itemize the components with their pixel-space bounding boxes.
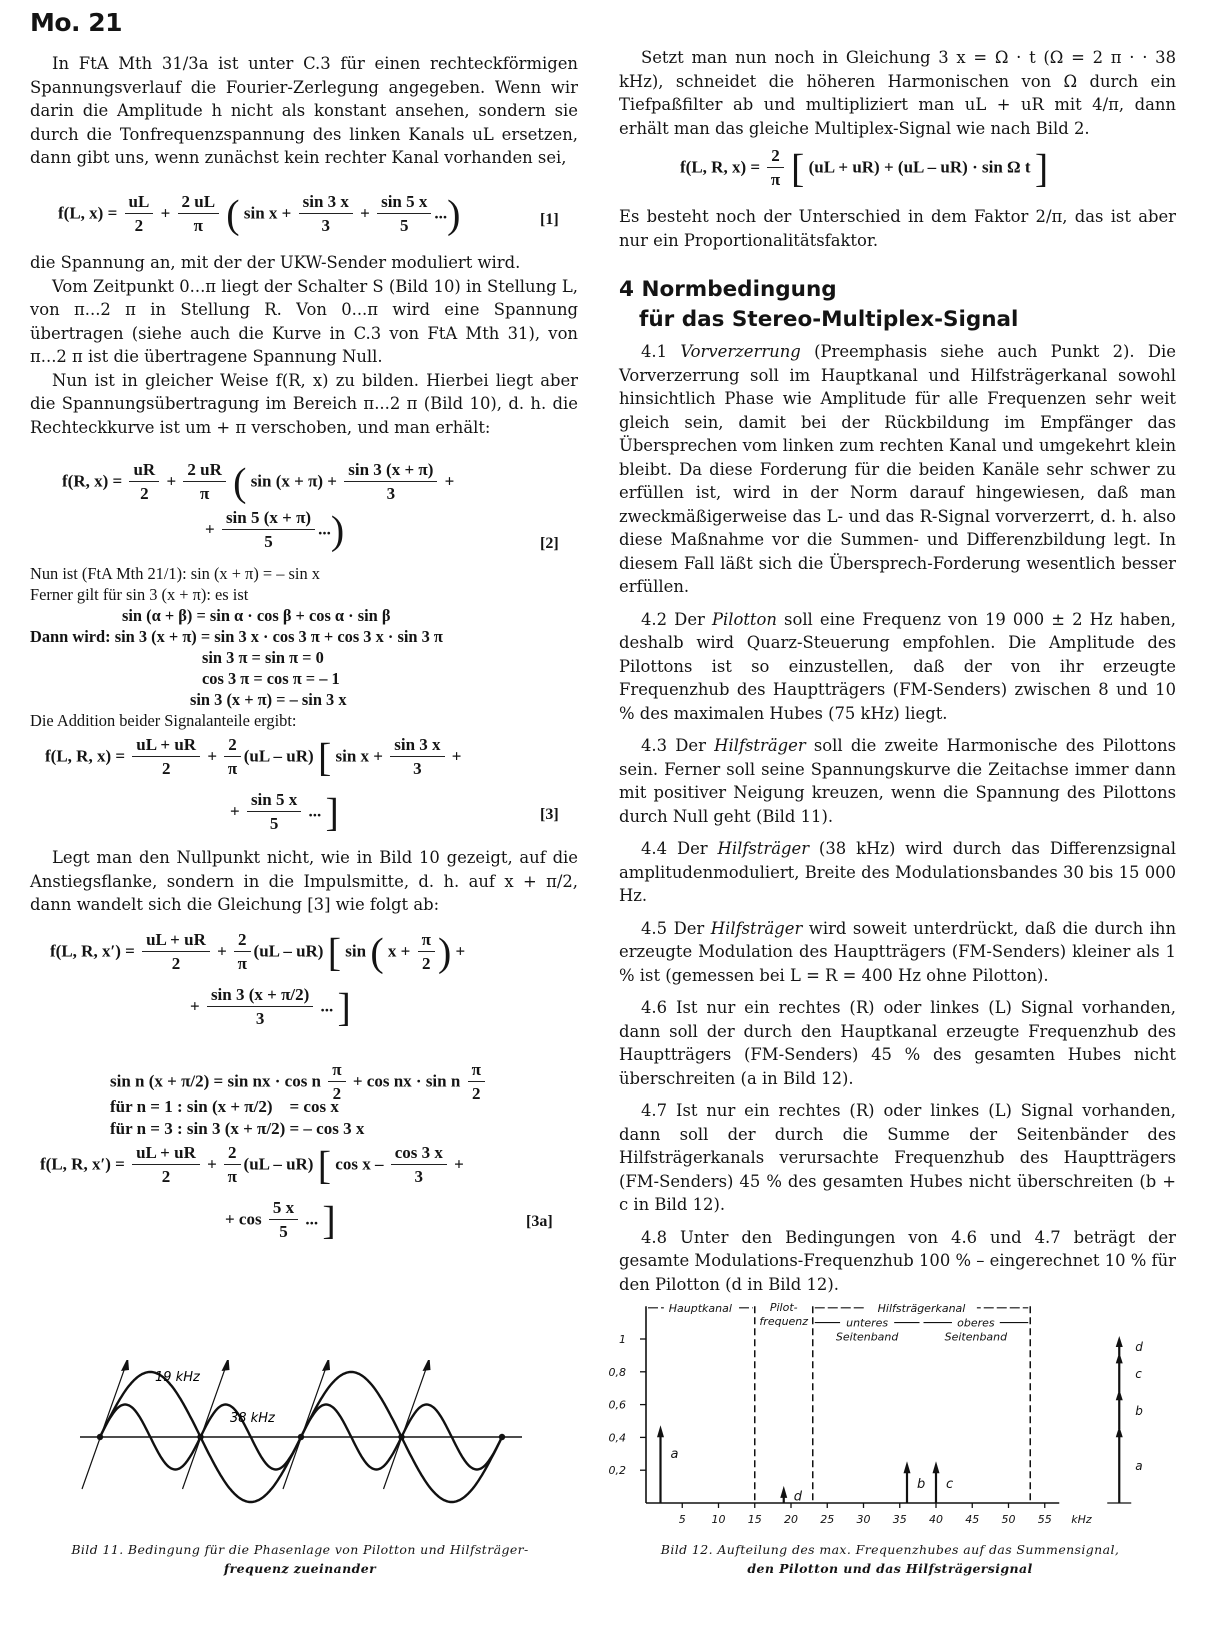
y-tick-label: 0,8 (608, 1365, 626, 1379)
section-4-7 (619, 1099, 1176, 1217)
equation-4: f(L, R, x′) = $\frac{uL + uR}{2}$ + $\frac{2}{\pi}$ (uL – uR) [ sin ( x + $\frac{\pi}{2}$ ) + (50, 929, 466, 975)
equation-2-continued: + $\frac{\sin 5 (x + \pi)}{5}$ ...) (205, 507, 345, 553)
x-tick-label: 30 (856, 1513, 871, 1526)
spectral-label-b: b (917, 1477, 926, 1493)
section-text: soll eine Frequenz von 19 000 ± 2 Hz haben, deshalb wird Quarz-Steuerung empfohlen. Die Amplitude des Pilottons ist so einzustellen, daß der von ihr erzeugte Frequenzhub des Hauptträgers (FM-Senders) zwischen 8 und 10 % des maximalen Hubes (75 kHz) liegt. (619, 609, 1176, 723)
section-number: 4.8 (641, 1227, 680, 1247)
spectral-label-d: d (793, 1489, 803, 1505)
section-term: Hilfsträger (710, 918, 803, 938)
section-4-6 (619, 996, 1176, 1090)
tangent-arrow (283, 1360, 329, 1489)
section-4-5: 4.5 Der Hilfsträger wird soweit unterdrückt, daß die durch ihn erzeugte Modulation des Hauptträgers (FM-Senders) kleiner als 1 % ist (gemessen bei L = R = 400 Hz ohne Pilotton). (619, 918, 1177, 985)
section-4-8 (619, 1226, 1176, 1297)
y-tick-label: 0,6 (608, 1398, 626, 1412)
equation-number-1: [1] (540, 211, 559, 228)
right-paragraph-1: Setzt man nun noch in Gleichung 3 x = Ω · t (Ω = 2 π · · 38 kHz), schneidet die höheren Harmonischen von Ω durch ein Tiefpaßfilter ab und multipliziert man uL + uR mit 4/π, dann erhält man das gleiche Multiplex-Signal wie nach Bild 2. (619, 48, 1176, 138)
stack-label-a: a (1135, 1459, 1143, 1474)
region-label: Hilfsträgerkanal (877, 1301, 966, 1315)
section-number: 4.3 (641, 736, 676, 755)
page-title: Mo. 21 (30, 8, 123, 37)
equation-6: für n = 1 : sin (x + π/2) = cos x (110, 1097, 339, 1116)
section-heading: 4 Normbedingung für das Stereo-Multiplex-Signal (619, 277, 1019, 332)
equation-number-3a: [3a] (526, 1213, 553, 1230)
section-text: wird soweit unterdrückt, daß die durch ihn erzeugte Modulation des Hauptträgers (FM-Senders) kleiner als 1 % ist (gemessen bei L = R = 400 Hz ohne Pilotton). (619, 918, 1177, 985)
figure-11-caption: Bild 11. Bedingung für die Phasenlage von Pilotton und Hilfsträger- frequenz zueinander (71, 1542, 529, 1576)
spectral-arrow-d (780, 1486, 787, 1498)
y-tick-label: 0,4 (608, 1431, 626, 1445)
x-tick-label: 45 (965, 1513, 980, 1526)
spectral-arrow-b (904, 1461, 911, 1473)
equation-8: f(L, R, x′) = $\frac{uL + uR}{2}$ + $\frac{2}{\pi}$ (uL – uR) [ cos x – $\frac{\cos 3 x}{3}$ + (40, 1142, 464, 1188)
y-tick-label: 1 (619, 1333, 626, 1346)
x-tick-label: 35 (892, 1513, 907, 1526)
tangent-arrow (82, 1360, 128, 1489)
equation-2: f(R, x) = $\frac{uR}{2}$ + $\frac{2 uR}{\pi}$ ( sin (x + π) + $\frac{\sin 3 (x + \pi)}{3}$ + (62, 459, 455, 505)
x-tick-label: 50 (1001, 1513, 1016, 1526)
section-text: (38 kHz) wird durch das Differenzsignal amplitudenmoduliert, Breite des Modulationsbandes 30 bis 15 000 Hz. (619, 839, 1176, 905)
section-4-4: 4.4 Der Hilfsträger (38 kHz) wird durch das Differenzsignal amplitudenmoduliert, Breite des Modulationsbandes 30 bis 15 000 Hz. (619, 839, 1176, 905)
section-number: 4.5 (641, 918, 674, 938)
arrow-head (423, 1360, 431, 1371)
label-38khz: 38 kHz (230, 1411, 275, 1426)
region-label: Pilot- (769, 1300, 798, 1314)
arrow-head (121, 1360, 129, 1371)
derivation-block: Nun ist (FtA Mth 21/1): sin (x + π) = – sin x Ferner gilt für sin 3 (x + π): es ist sin (α + β) = sin α · cos β + cos α · sin β Dann wird: sin 3 (x + π) = sin 3 x · cos 3 π + cos 3 x · sin 3 π sin 3 π = sin π = 0 cos 3 π = cos π = – 1 sin 3 (x + π) = – sin 3 x Die Addition beider Signalanteile ergibt: (30, 564, 443, 730)
section-4-2: 4.2 Der Pilotton soll eine Frequenz von 19 000 ± 2 Hz haben, deshalb wird Quarz-Steuerung empfohlen. Die Amplitude des Pilottons ist so einzustellen, daß der von ihr erzeugte Frequenzhub des Hauptträgers (FM-Senders) zwischen 8 und 10 % des maximalen Hubes (75 kHz) liegt. (619, 609, 1176, 723)
figure-11-phase-diagram (60, 1360, 540, 1520)
equation-multiplex: f(L, R, x) = $\frac{2}{\pi}$ [ (uL + uR) + (uL – uR) · sin Ω t ] (680, 145, 1049, 191)
section-number: 4.4 (641, 839, 677, 858)
section-term: Hilfsträger (714, 736, 806, 755)
equation-number-3: [3] (540, 806, 559, 823)
x-tick-label: 40 (929, 1513, 943, 1526)
equation-number-2: [2] (540, 535, 559, 552)
section-term: Hilfsträger (717, 839, 810, 858)
section-term: Vorverzerrung (680, 342, 801, 361)
left-paragraph-5: Legt man den Nullpunkt nicht, wie in Bild 10 gezeigt, auf die Anstiegsflanke, sondern in die Impulsmitte, d. h. auf x + π/2, dann wandelt sich die Gleichung [3] wie folgt ab: (30, 848, 578, 914)
arrow-head (222, 1360, 230, 1371)
x-tick-label: 20 (784, 1513, 798, 1526)
section-text: Ist nur ein rechtes (R) oder linkes (L) Signal vorhanden, dann soll der durch den Hauptkanal erzeugte Frequenzhub des Hauptträgers (FM-Senders) 45 % des gesamten Hubes nicht überschreiten (a in Bild 12). (619, 998, 1177, 1088)
equation-8-continued: + cos $\frac{5 x}{5}$ ... ] (225, 1197, 336, 1243)
region-label: frequenz (759, 1314, 809, 1328)
region-label: oberes (957, 1316, 995, 1330)
figure-12-spectrum-chart (590, 1295, 1150, 1535)
x-tick-label: 10 (711, 1513, 726, 1526)
x-tick-label: 25 (820, 1513, 835, 1526)
region-label: Seitenband (944, 1330, 1008, 1344)
left-paragraph-1: In FtA Mth 31/3a ist unter C.3 für einen rechteckförmigen Spannungsverlauf die Fourier-Zerlegung angegeben. Wenn wir darin die Amplitude h nicht als konstant ansehen, sondern sie durch die Tonfrequenzspannung des linken Kanals uL ersetzen, dann gibt uns, wenn zunächst kein rechter Kanal vorhanden sei, (30, 54, 578, 167)
equation-5: sin n (x + π/2) = sin nx · cos n $\frac{\pi}{2}$ + cos nx · sin n $\frac{\pi}{2}$ (110, 1060, 488, 1105)
section-number: 4.6 (641, 998, 676, 1017)
y-tick-label: 0,2 (608, 1464, 626, 1478)
right-paragraph-2: Es besteht noch der Unterschied in dem Faktor 2/π, das ist aber nur ein Proportionalitätsfaktor. (619, 207, 1176, 250)
stack-label-d: d (1135, 1340, 1143, 1355)
x-tick-label: 55 (1037, 1513, 1052, 1526)
stack-arrow-d (1116, 1336, 1123, 1347)
section-4-1 (619, 340, 1176, 599)
section-number: 4.7 (641, 1101, 676, 1120)
zero-crossing-dot (499, 1434, 505, 1440)
stack-label-b: b (1135, 1403, 1143, 1418)
section-text: soll die zweite Harmonische des Pilottons sein. Ferner soll seine Spannungskurve die Zeitachse immer dann mit positiver Neigung kreuzen, wenn die Spannung des Pilottons durch Null geht (Bild 11). (619, 736, 1176, 826)
spectral-label-c: c (946, 1477, 954, 1493)
label-19khz: 19 kHz (155, 1370, 200, 1385)
spectral-arrow-c (933, 1461, 940, 1473)
region-label: Seitenband (835, 1330, 899, 1344)
x-tick-label: 15 (747, 1513, 762, 1526)
section-number: 4.1 (641, 342, 681, 361)
equation-1: f(L, x) = $\frac{uL}{2}$ + $\frac{2 uL}{\pi}$ ( sin x + $\frac{\sin 3 x}{3}$ + $\frac{\sin 5 x}{5}$ ...) (58, 191, 461, 237)
stack-label-c: c (1135, 1366, 1142, 1381)
equation-4-continued: + $\frac{\sin 3 (x + \pi/2)}{3}$ ... ] (190, 984, 351, 1030)
region-label: Hauptkanal (668, 1301, 732, 1315)
equation-3-continued: + $\frac{\sin 5 x}{5}$ ... ] (230, 789, 339, 835)
section-number: 4.2 (641, 609, 675, 629)
region-label: unteres (846, 1316, 889, 1330)
equation-3: f(L, R, x) = $\frac{uL + uR}{2}$ + $\frac{2}{\pi}$ (uL – uR) [ sin x + $\frac{\sin 3 x}{3}$ + (45, 734, 462, 780)
figure-12-caption: Bild 12. Aufteilung des max. Frequenzhubes auf das Summensignal, den Pilotton und das Hilfsträgersignal (660, 1542, 1120, 1576)
arrow-head (322, 1360, 330, 1371)
equation-7: für n = 3 : sin 3 (x + π/2) = – cos 3 x (110, 1119, 365, 1138)
section-text: Ist nur ein rechtes (R) oder linkes (L) Signal vorhanden, dann soll der durch die Summe der Seitenbänder des Hilfsträgerkanals verursachte Frequenzhub des Hauptträgers (FM-Senders) 45 % des gesamten Hubes nicht überschreiten (b + c in Bild 12). (619, 1101, 1177, 1214)
section-text: Unter den Bedingungen von 4.6 und 4.7 beträgt der gesamte Modulations-Frequenzhub 100 % – eingerechnet 10 % für den Pilotton (d in Bild 12). (619, 1227, 1177, 1294)
left-paragraph-2: die Spannung an, mit der der UKW-Sender moduliert wird. Vom Zeitpunkt 0...π liegt der Schalter S (Bild 10) in Stellung L, von π...2 π in Stellung R. Von 0...π wird eine Spannung übertragen (siehe auch die Kurve in C.3 von FtA Mth 31), von π...2 π ist die übertragene Spannung Null. Nun ist in gleicher Weise f(R, x) zu bilden. Hierbei liegt aber die Spannungsübertragung im Bereich π...2 π (Bild 10), d. h. die Rechteckkurve ist um + π verschoben, und man erhält: (30, 253, 578, 437)
x-tick-label: 5 (678, 1513, 686, 1526)
section-text: (Preemphasis siehe auch Punkt 2). Die Vorverzerrung soll im Hauptkanal und Hilfsträgerkanal sowohl hinsichtlich Phase wie Amplitude für alle Frequenzen sehr weit gleich sein, damit bei der Rückbildung im Empfänger das Übersprechen vom linken zum rechten Kanal und umgekehrt klein bleibt. Da diese Forderung für die beiden Kanäle sehr schwer zu erfüllen ist, wird in der Norm darauf hingewiesen, daß man zweckmäßigerweise das L- und das R-Signal vorverzerrt, d. h. also diese Maßnahme vor die Summen- und Differenzbildung legt. In diesem Fall läßt sich die Übersprech-Forderung wesentlich besser erfüllen. (619, 342, 1176, 596)
norm-sections (619, 340, 1176, 1305)
spectral-arrow-a (657, 1425, 664, 1437)
spectral-label-a: a (670, 1447, 679, 1463)
section-4-3: 4.3 Der Hilfsträger soll die zweite Harmonische des Pilottons sein. Ferner soll seine Spannungskurve die Zeitachse immer dann mit positiver Neigung kreuzen, wenn die Spannung des Pilottons durch Null geht (Bild 11). (619, 736, 1176, 826)
tangent-arrow (384, 1360, 430, 1489)
x-axis-unit: kHz (1071, 1513, 1092, 1526)
section-term: Pilotton (711, 609, 777, 629)
